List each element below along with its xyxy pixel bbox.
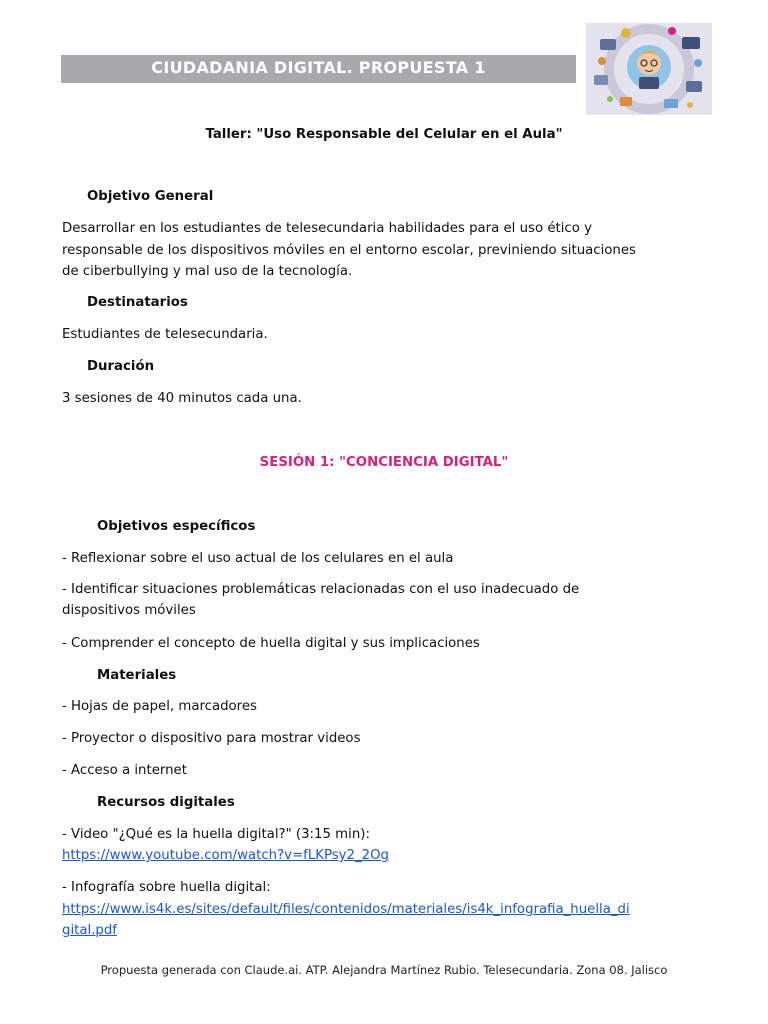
digital-citizenship-illustration xyxy=(586,23,712,115)
illustration-graphic xyxy=(586,23,712,115)
objetivo-item-2-cont: dispositivos móviles xyxy=(62,603,196,618)
material-item-1: - Hojas de papel, marcadores xyxy=(62,699,257,714)
objetivo-line-3: de ciberbullying y mal uso de la tecnología. xyxy=(62,264,353,279)
recurso-infografia-label: - Infografía sobre huella digital: xyxy=(62,880,271,895)
header-bar xyxy=(61,55,576,83)
recursos-heading: Recursos digitales xyxy=(97,795,235,810)
duracion-text: 3 sesiones de 40 minutos cada una. xyxy=(62,391,302,406)
objetivo-item-2: - Identificar situaciones problemáticas relacionadas con el uso inadecuado de xyxy=(62,582,580,597)
recurso-video-label: - Video "¿Qué es la huella digital?" (3:15 min): xyxy=(62,827,370,842)
recurso-infografia-link[interactable]: https://www.is4k.es/sites/default/files/contenidos/materiales/is4k_infografia_huella_di xyxy=(62,902,630,917)
materiales-heading: Materiales xyxy=(97,668,177,683)
footer-credit: Propuesta generada con Claude.ai. ATP. Alejandra Martínez Rubio. Telesecundaria. Zona 08. Jalisco xyxy=(100,963,668,977)
page-title: CIUDADANIA DIGITAL. PROPUESTA 1 xyxy=(151,58,486,77)
session-title: SESIÓN 1: "CONCIENCIA DIGITAL" xyxy=(259,455,509,470)
objetivo-line-1: Desarrollar en los estudiantes de telesecundaria habilidades para el uso ético y xyxy=(62,221,592,236)
destinatarios-heading: Destinatarios xyxy=(87,295,188,310)
duracion-heading: Duración xyxy=(87,359,155,374)
objetivo-line-2: responsable de los dispositivos móviles en el entorno escolar, previniendo situaciones xyxy=(62,243,636,258)
recurso-infografia-link-cont[interactable]: gital.pdf xyxy=(62,923,117,938)
objetivos-especificos-heading: Objetivos específicos xyxy=(97,519,256,534)
objetivo-item-1: - Reflexionar sobre el uso actual de los celulares en el aula xyxy=(62,551,454,566)
objetivo-general-heading: Objetivo General xyxy=(87,189,214,204)
destinatarios-text: Estudiantes de telesecundaria. xyxy=(62,327,268,342)
material-item-2: - Proyector o dispositivo para mostrar videos xyxy=(62,731,361,746)
material-item-3: - Acceso a internet xyxy=(62,763,187,778)
workshop-title: Taller: "Uso Responsable del Celular en el Aula" xyxy=(205,127,563,142)
recurso-video-link[interactable]: https://www.youtube.com/watch?v=fLKPsy2_2Og xyxy=(62,848,390,863)
objetivo-item-3: - Comprender el concepto de huella digital y sus implicaciones xyxy=(62,636,480,651)
